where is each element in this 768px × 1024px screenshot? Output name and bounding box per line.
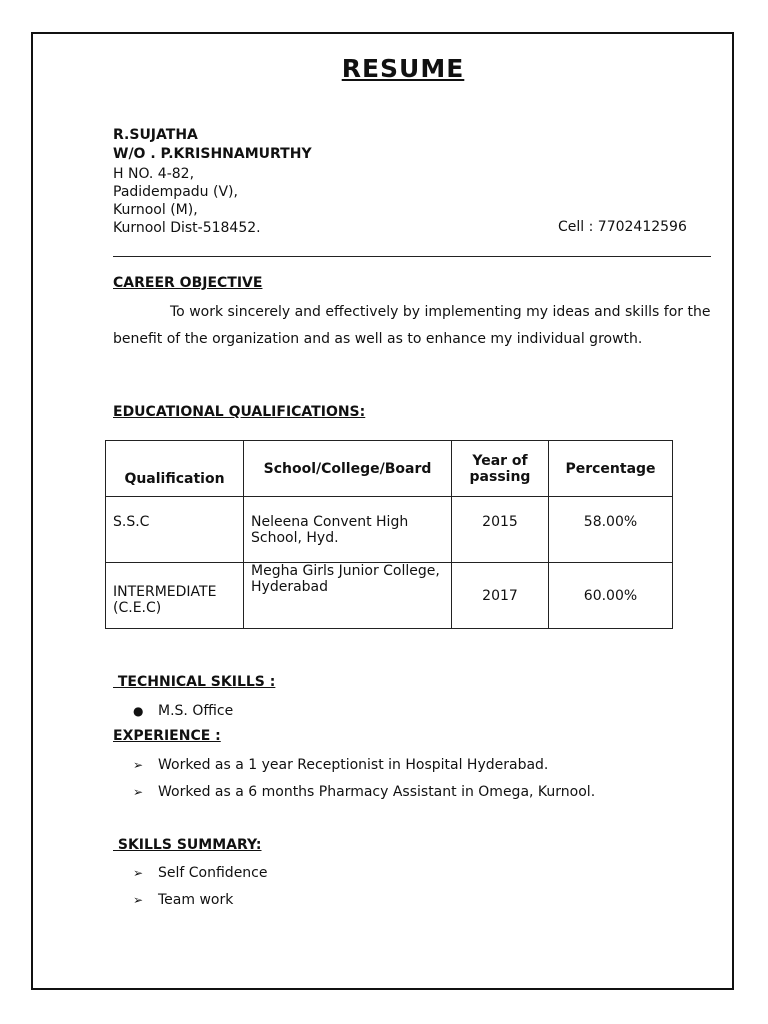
- cell-number: Cell : 7702412596: [558, 219, 687, 235]
- technical-skills-heading: TECHNICAL SKILLS :: [113, 674, 276, 690]
- header-divider: [113, 256, 711, 257]
- list-item: [133, 778, 595, 805]
- list-item: [133, 886, 267, 913]
- cell-qualification: S.S.C: [106, 497, 244, 563]
- technical-skills-list: [133, 697, 233, 724]
- skills-summary-heading: SKILLS SUMMARY:: [113, 837, 262, 853]
- career-objective-text: [113, 299, 713, 353]
- cell-qualification: INTERMEDIATE (C.E.C): [106, 563, 244, 629]
- bullet-icon: ●: [133, 703, 144, 718]
- education-heading: EDUCATIONAL QUALIFICATIONS:: [113, 404, 366, 420]
- address-line-3: Kurnool (M),: [113, 202, 198, 218]
- list-item-text: Worked as a 6 months Pharmacy Assistant in Omega, Kurnool.: [158, 783, 596, 800]
- address-line-4: Kurnool Dist-518452.: [113, 220, 261, 236]
- column-header-year: Year of passing: [452, 441, 549, 497]
- career-objective-body: To work sincerely and effectively by implementing my ideas and skills for the benefit of the organization and as well as to enhance my individual growth.: [113, 304, 711, 347]
- experience-heading: EXPERIENCE :: [113, 728, 221, 744]
- arrow-bullet-icon: ➢: [133, 892, 144, 907]
- cell-school: Megha Girls Junior College, Hyderabad: [244, 563, 452, 629]
- list-item: [133, 859, 267, 886]
- cell-year: 2017: [452, 563, 549, 629]
- cell-percentage: 60.00%: [549, 563, 673, 629]
- resume-title: RESUME: [341, 54, 465, 83]
- arrow-bullet-icon: ➢: [133, 757, 144, 772]
- career-objective-heading: CAREER OBJECTIVE: [113, 275, 263, 291]
- cell-year: 2015: [452, 497, 549, 563]
- table-row: [106, 497, 673, 563]
- table-row: [106, 563, 673, 629]
- arrow-bullet-icon: ➢: [133, 865, 144, 880]
- table-header-row: [106, 441, 673, 497]
- column-header-qualification: Qualification: [106, 441, 244, 497]
- address-line-1: H NO. 4-82,: [113, 166, 195, 182]
- applicant-name: R.SUJATHA: [113, 127, 198, 143]
- cell-school: Neleena Convent High School, Hyd.: [244, 497, 452, 563]
- applicant-spouse: W/O . P.KRISHNAMURTHY: [113, 146, 312, 162]
- list-item-text: M.S. Office: [158, 702, 234, 719]
- cell-percentage: 58.00%: [549, 497, 673, 563]
- list-item: [133, 751, 595, 778]
- list-item-text: Worked as a 1 year Receptionist in Hospital Hyderabad.: [158, 756, 549, 773]
- list-item-text: Team work: [158, 891, 234, 908]
- column-header-percentage: Percentage: [549, 441, 673, 497]
- arrow-bullet-icon: ➢: [133, 784, 144, 799]
- address-line-2: Padidempadu (V),: [113, 184, 238, 200]
- education-table: [105, 440, 673, 629]
- list-item-text: Self Confidence: [158, 864, 268, 881]
- experience-list: [133, 751, 595, 805]
- skills-summary-list: [133, 859, 267, 913]
- column-header-school: School/College/Board: [244, 441, 452, 497]
- list-item: [133, 697, 233, 724]
